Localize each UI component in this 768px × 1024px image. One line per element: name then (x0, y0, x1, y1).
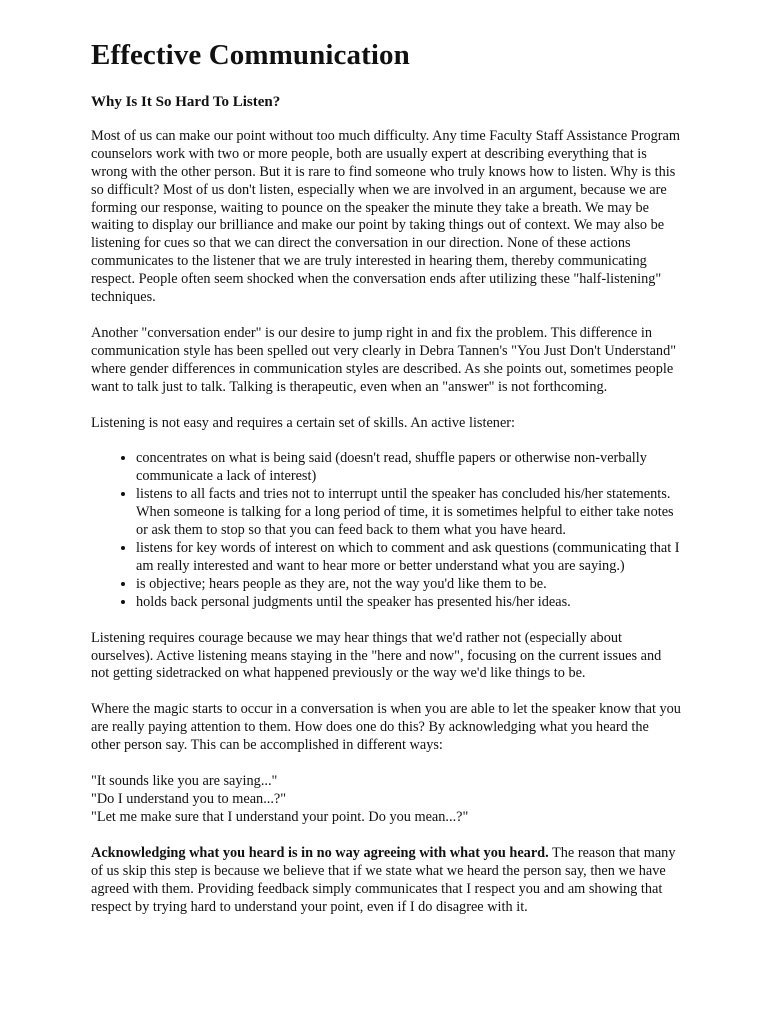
paragraph-5: Where the magic starts to occur in a conversation is when you are able to let the speaker know that you are really paying attention to them. How does one do this? By acknowledging what you heard the other person say. This can be accomplished in different ways: (91, 701, 681, 754)
quote-line: "Do I understand you to mean...?" (91, 790, 287, 807)
list-item: • listens to all facts and tries not to interrupt until the speaker has concluded his/her statements. When someone is talking for a long period of time, it is sometimes helpful to either take notes or ask them to stop so that you can feed back to them what you have heard. (136, 486, 681, 540)
example-quotes (91, 773, 681, 827)
list-item: • listens for key words of interest on which to comment and ask questions (communicating that I am really interested and want to hear more or better understand what you are saying.) (136, 540, 681, 576)
quote-line: "It sounds like you are saying..." (91, 773, 278, 790)
paragraph-3: Listening is not easy and requires a certain set of skills. An active listener: (91, 414, 516, 431)
list-item: • holds back personal judgments until the speaker has presented his/her ideas. (136, 594, 681, 612)
section-heading: Why Is It So Hard To Listen? (91, 93, 281, 110)
paragraph-1: Most of us can make our point without too much difficulty. Any time Faculty Staff Assistance Program counselors work with two or more people, both are usually expert at describing everything that is wrong with the other person. But it is rare to find someone who truly knows how to listen. Why is this so difficult? Most of us don't listen, especially when we are involved in an argument, because we are forming our response, waiting to pounce on the speaker the minute they take a breath. We may be waiting to display our brilliance and make our point by taking things out of context. We may also be listening for cues so that we can direct the conversation in our direction. None of these actions communicates to the listener that we are truly interested in hearing them, thereby communicating respect. People often seem shocked when the conversation ends after utilizing these "half-listening" techniques. (91, 127, 681, 306)
paragraph-2: Another "conversation ender" is our desire to jump right in and fix the problem. This difference in communication style has been spelled out very clearly in Debra Tannen's "You Just Don't Understand" where gender differences in communication styles are described. As she points out, sometimes people want to talk just to talk. Talking is therapeutic, even when an "answer" is not forthcoming. (91, 324, 677, 395)
document-content (91, 40, 681, 916)
active-listener-list (91, 450, 681, 611)
paragraph-6-bold: Acknowledging what you heard is in no way agreeing with what you heard. (91, 844, 549, 861)
paragraph-6-rest: The reason that many of us skip this step is because we believe that if we state what we heard the person say, then we have agreed with them. Providing feedback simply communicates that I respect you and am showing that respect by trying hard to understand your point, even if I do disagree with it. (91, 844, 676, 915)
paragraph-4: Listening requires courage because we may hear things that we'd rather not (especially about ourselves). Active listening means staying in the "here and now", focusing on the current issues and not getting sidetracked on what happened previously or the way we'd like things to be. (91, 629, 662, 682)
paragraph-6 (91, 845, 681, 917)
quote-line: "Let me make sure that I understand your point. Do you mean...?" (91, 808, 469, 825)
list-item: • concentrates on what is being said (doesn't read, shuffle papers or otherwise non-verbally communicate a lack of interest) (136, 450, 681, 486)
list-item: • is objective; hears people as they are, not the way you'd like them to be. (136, 576, 681, 594)
page-title: Effective Communication (91, 39, 410, 71)
